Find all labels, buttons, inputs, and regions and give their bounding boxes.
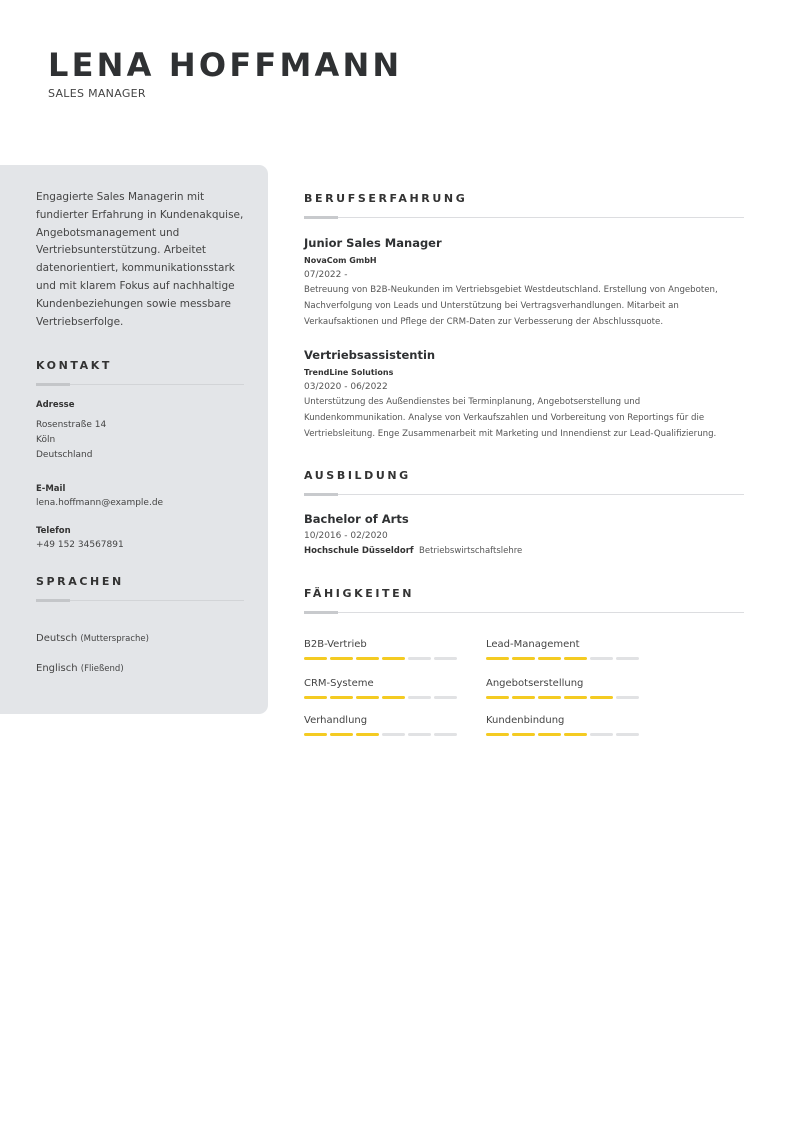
skill-name: CRM-Systeme [304, 678, 374, 689]
education-heading: AUSBILDUNG [304, 469, 411, 482]
experience-divider [304, 217, 744, 218]
address-label: Adresse [36, 400, 75, 410]
candidate-name: LENA HOFFMANN [48, 46, 403, 84]
skill-segment-filled [564, 733, 587, 736]
skill-segment-filled [538, 733, 561, 736]
skill-level-bar [486, 696, 639, 699]
institution-name: Hochschule Düsseldorf [304, 546, 414, 556]
skill-segment-filled [330, 657, 353, 660]
skill-segment-empty [434, 657, 457, 660]
skill-segment-filled [512, 733, 535, 736]
language-level: (Muttersprache) [80, 634, 149, 644]
company-name: NovaCom GmbH [304, 256, 377, 265]
email-label: E-Mail [36, 484, 66, 494]
skill-level-bar [304, 733, 457, 736]
phone-label: Telefon [36, 526, 71, 536]
skill-name: Kundenbindung [486, 715, 565, 726]
skill-segment-filled [486, 733, 509, 736]
skill-item [486, 678, 656, 690]
skill-segment-empty [408, 733, 431, 736]
skill-name: Verhandlung [304, 715, 368, 726]
education-dates: 10/2016 - 02/2020 [304, 531, 388, 541]
skill-segment-filled [538, 657, 561, 660]
skill-name: B2B-Vertrieb [304, 639, 367, 650]
skill-segment-empty [434, 733, 457, 736]
skill-segment-filled [330, 733, 353, 736]
language-item [36, 663, 124, 674]
degree-title: Bachelor of Arts [304, 512, 409, 526]
job-dates: 03/2020 - 06/2022 [304, 382, 388, 392]
address-line: Köln [36, 435, 56, 445]
skill-item [304, 715, 474, 727]
job-dates: 07/2022 - [304, 270, 348, 280]
company-name: TrendLine Solutions [304, 368, 394, 377]
language-name: Deutsch [36, 633, 78, 644]
skill-segment-filled [564, 657, 587, 660]
skill-segment-filled [382, 696, 405, 699]
skill-item [304, 639, 474, 651]
skill-segment-empty [408, 696, 431, 699]
field-of-study: Betriebswirtschaftslehre [419, 546, 523, 556]
skill-item [304, 678, 474, 690]
skill-segment-empty [590, 733, 613, 736]
skill-segment-filled [538, 696, 561, 699]
email-value[interactable]: lena.hoffmann@example.de [36, 498, 164, 508]
languages-divider [36, 600, 244, 601]
skill-level-bar [304, 696, 457, 699]
skill-segment-filled [512, 696, 535, 699]
skills-heading: FÄHIGKEITEN [304, 587, 415, 600]
skill-segment-filled [330, 696, 353, 699]
education-divider [304, 494, 744, 495]
job-title: Junior Sales Manager [304, 236, 442, 250]
education-institution [304, 546, 522, 556]
language-item [36, 633, 149, 644]
skill-item [486, 639, 656, 651]
job-title: Vertriebsassistentin [304, 348, 436, 362]
languages-heading: SPRACHEN [36, 575, 124, 588]
address-line: Deutschland [36, 450, 93, 460]
skill-segment-empty [616, 696, 639, 699]
skill-segment-filled [356, 733, 379, 736]
skill-item [486, 715, 656, 727]
experience-heading: BERUFSERFAHRUNG [304, 192, 468, 205]
language-level: (Fließend) [80, 664, 124, 674]
skill-segment-filled [486, 696, 509, 699]
skill-segment-empty [616, 657, 639, 660]
skill-level-bar [486, 657, 639, 660]
skill-segment-filled [356, 696, 379, 699]
skill-segment-filled [304, 696, 327, 699]
phone-value[interactable]: +49 152 34567891 [36, 540, 124, 550]
skill-segment-filled [382, 657, 405, 660]
skill-segment-filled [304, 733, 327, 736]
skill-segment-filled [564, 696, 587, 699]
skill-segment-empty [616, 733, 639, 736]
contact-divider [36, 384, 244, 385]
address-line: Rosenstraße 14 [36, 420, 107, 430]
job-description: Betreuung von B2B-Neukunden im Vertriebsgebiet Westdeutschland. Erstellung von Angeboten, Nachverfolgung von Leads und Unterstützung bei Vertragsverhandlungen. Mitarbeit an Verkaufsaktionen und Pflege der CRM-Daten zur Verbesserung der Abschlussquote. [304, 285, 718, 327]
skills-divider [304, 612, 744, 613]
job-title: SALES MANAGER [48, 87, 146, 100]
skill-level-bar [304, 657, 457, 660]
skill-level-bar [486, 733, 639, 736]
skill-name: Lead-Management [486, 639, 580, 650]
language-name: Englisch [36, 663, 78, 674]
skill-segment-empty [408, 657, 431, 660]
skill-segment-empty [434, 696, 457, 699]
skill-segment-filled [590, 696, 613, 699]
skill-name: Angebotserstellung [486, 678, 584, 689]
skill-segment-filled [512, 657, 535, 660]
skill-segment-empty [382, 733, 405, 736]
contact-heading: KONTAKT [36, 359, 112, 372]
job-description: Unterstützung des Außendienstes bei Terminplanung, Angebotserstellung und Kundenkommunikation. Analyse von Verkaufszahlen und Vorbereitung von Reportings für die Vertriebsleitung. Enge Zusammenarbeit mit Marketing und Innendienst zur Lead-Qualifizierung. [304, 397, 717, 439]
skill-segment-empty [590, 657, 613, 660]
skill-segment-filled [486, 657, 509, 660]
profile-summary: Engagierte Sales Managerin mit fundierter Erfahrung in Kundenakquise, Angebotsmanagement und Vertriebsunterstützung. Arbeitet datenorientiert, kommunikationsstark und mit klarem Fokus auf nachhaltige Kundenbeziehungen sowie messbare Vertriebserfolge. [36, 191, 244, 328]
skill-segment-filled [356, 657, 379, 660]
skill-segment-filled [304, 657, 327, 660]
